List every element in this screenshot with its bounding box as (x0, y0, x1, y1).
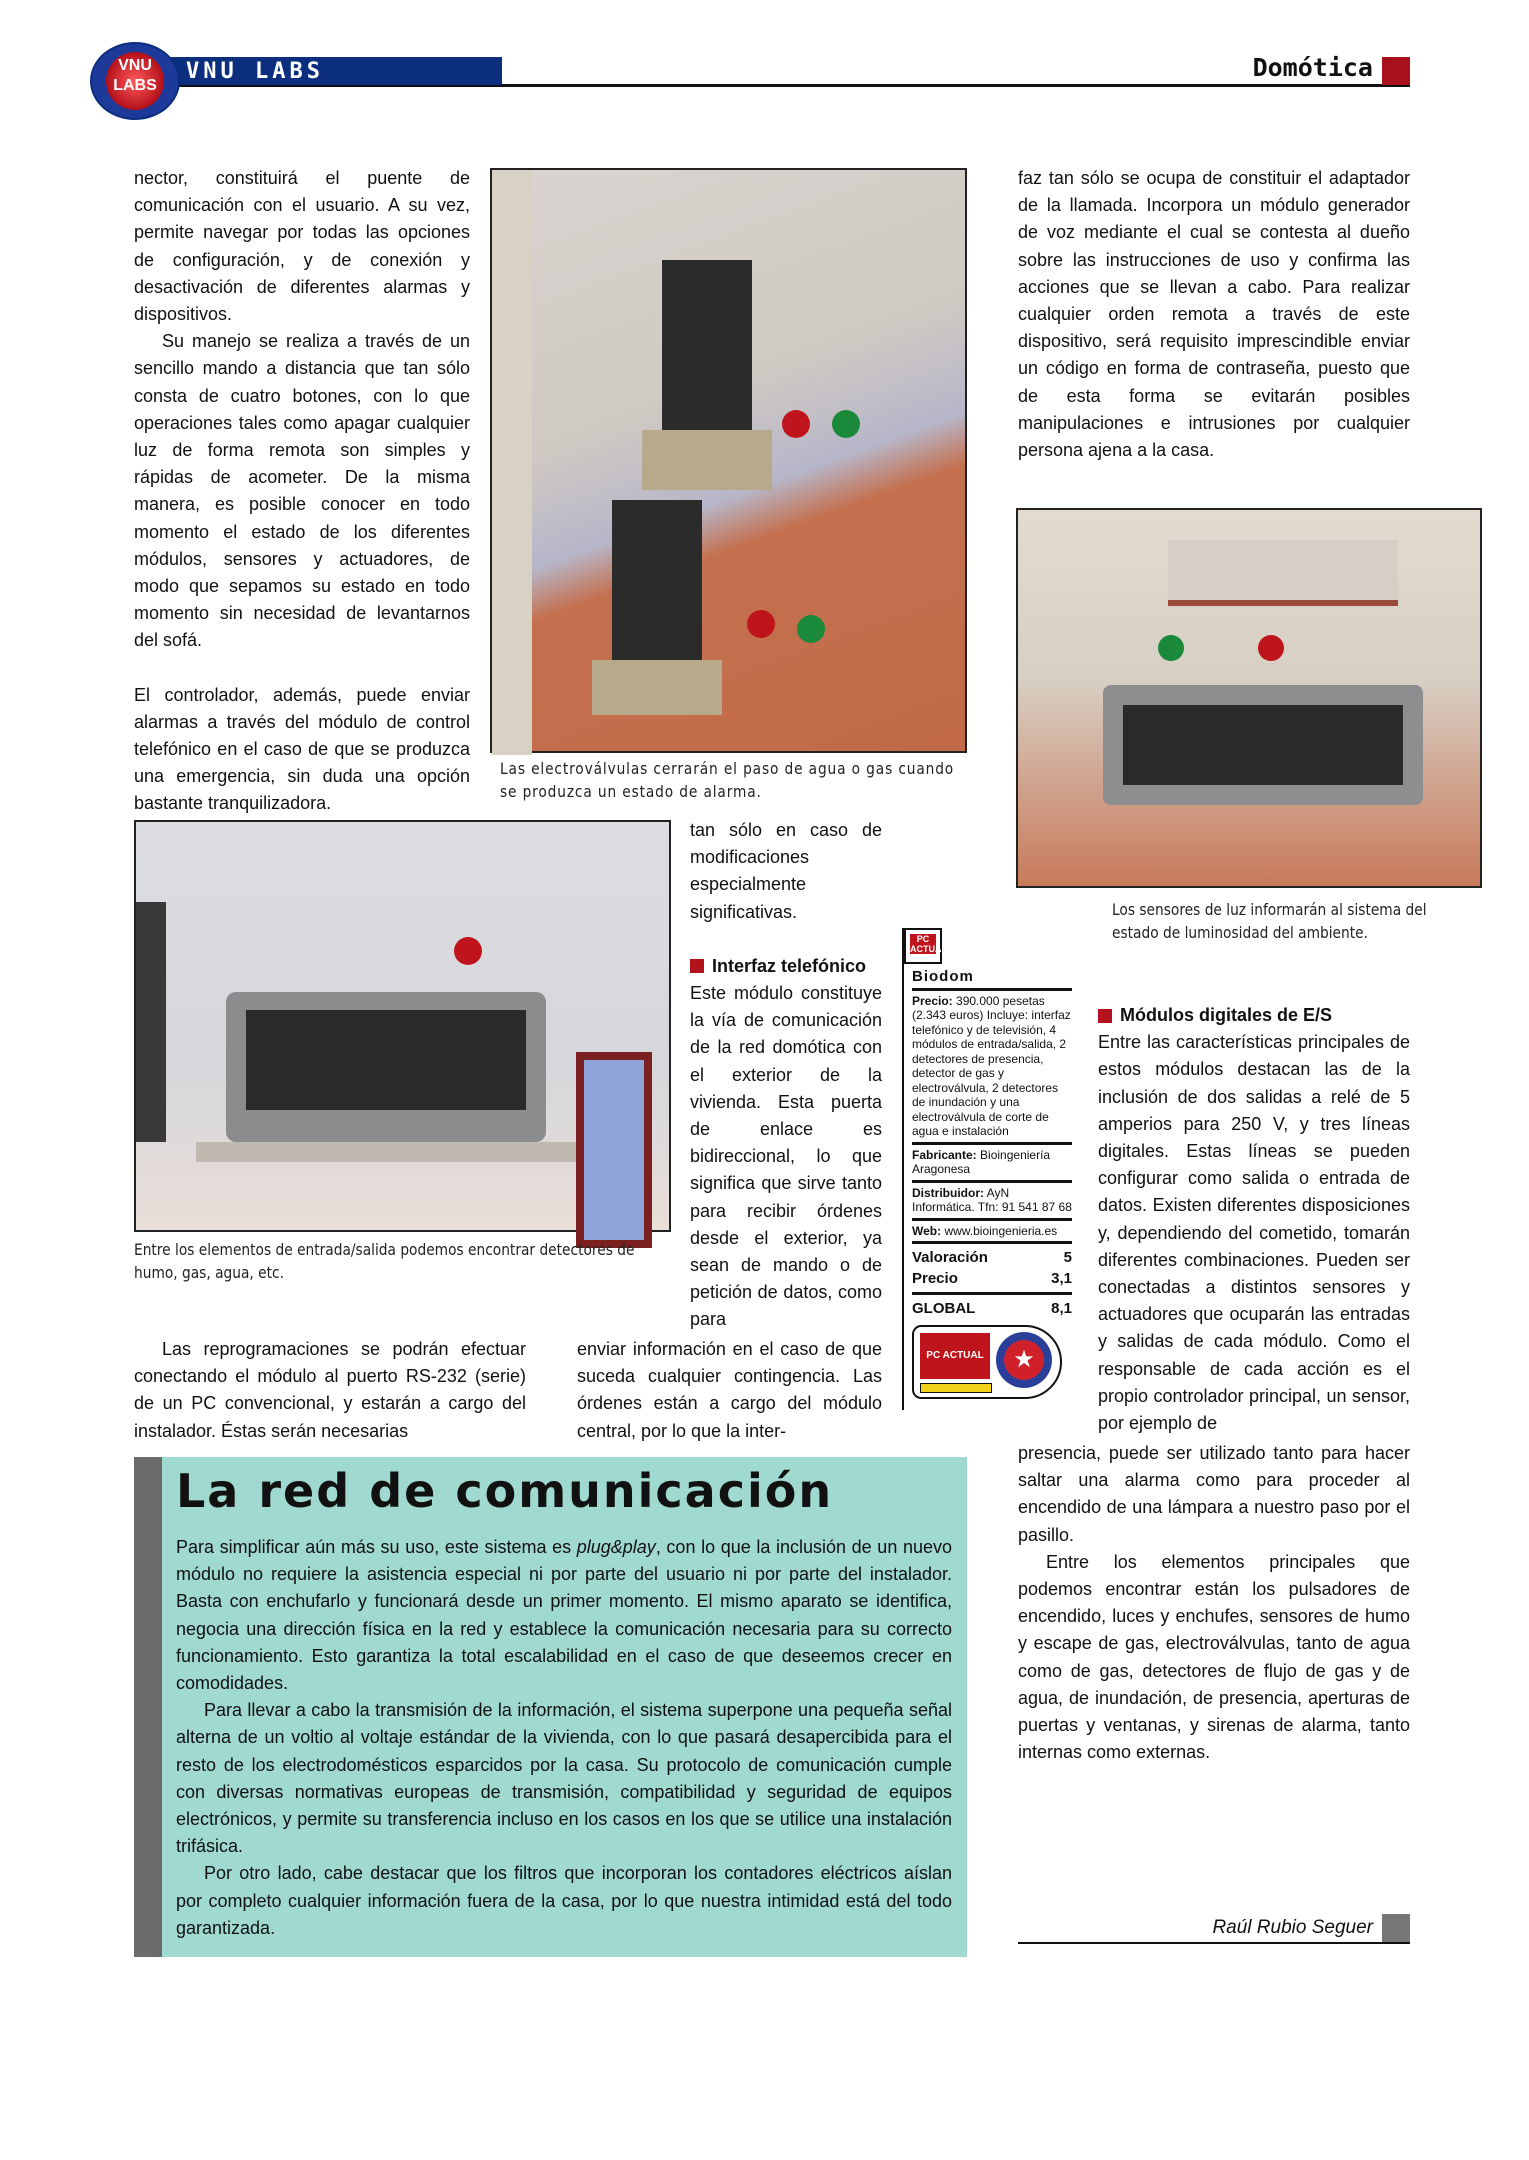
paragraph: Entre los elementos principales que podemos encontrar están los pulsadores de encendido, luces y enchufes, sensores de humo y escape de gas, electroválvulas, tanto de agua como de gas, detectores de flujo de gas y de agua, de inundación, de presencia, aperturas de puertas y ventanas, y sirenas de alarma, tanto internas como externas. (1018, 1551, 1410, 1763)
feature-box-text (176, 1534, 952, 1942)
product-name: Biodom (912, 968, 974, 985)
paragraph: Por otro lado, cabe destacar que los filtros que incorporan los contadores eléctricos aíslan por completo cualquier información fuera de la casa, por lo que nuestra intimidad está del todo garantizada. (176, 1863, 952, 1938)
spec-distributor: Distribuidor: AyN Informática. Tfn: 91 541 87 68 (912, 1185, 1072, 1214)
paragraph: Este módulo constituye la vía de comunicación de la red domótica con el exterior de la vivienda. Esta puerta de enlace es bidireccional, lo que significa que sirve tanto para recibir órdenes desde el exterior, ya sean de mando o de petición de datos, como para (690, 983, 882, 1330)
paragraph: presencia, puede ser utilizado tanto para hacer saltar una alarma como para proceder al encendido de una lámpara a nuestro paso por el pasillo. (1018, 1443, 1410, 1545)
section-title: Domótica (1252, 53, 1373, 82)
author-marker (1382, 1914, 1410, 1942)
pc-actual-badge: PC ACTUAL (904, 928, 942, 964)
caption-light-sensor: Los sensores de luz informarán al sistema del estado de luminosidad del ambiente. (1112, 900, 1427, 942)
feature-box-title: La red de comunicación (176, 1464, 834, 1518)
vnu-labs-logo: VNU LABS (90, 42, 180, 120)
paragraph: Entre las características principales de estos módulos destacan las de la inclusión de dos salidas a relé de 5 amperios para 250 V, y tres líneas digitales. Estas líneas se pueden configurar como salida o entrada de datos. Existen diferentes disposiciones y, dependiendo del cometido, tomarán diferentes combinaciones. Pueden ser conectadas a distintos sensores y actuadores que ocuparán las entradas y salidas de cada módulo. Como el responsable de cada acción es el propio controlador principal, un sensor, por ejemplo de (1098, 1032, 1410, 1434)
section-heading-telephone: Interfaz telefónico (690, 953, 882, 980)
section-red-marker (1382, 57, 1410, 85)
column-1-text-bottom (134, 1336, 526, 1445)
product-spec-box (902, 928, 1072, 1410)
paragraph: Para simplificar aún más su uso, este sistema es plug&play, con lo que la inclusión de un nuevo módulo no requiere la asistencia especial ni por parte del usuario ni por parte del instalador. Basta con enchufarlo y funcionará desde un primer momento. El mismo aparato se identifica, negocia una dirección física en la red y establece la comunicación necesaria para su correcto funcionamiento. Esto garantiza la total escalabilidad en el caso de que deseemos crecer en comodidades. (176, 1537, 952, 1694)
score-global: GLOBAL 8,1 (912, 1300, 1072, 1317)
photo-io-module (134, 820, 671, 1232)
author-name: Raúl Rubio Seguer (1212, 1917, 1373, 1938)
feature-box (134, 1457, 967, 1957)
paragraph: tan sólo en caso de modificaciones especialmente significativas. (690, 820, 882, 922)
star-seal-icon: ★ (996, 1332, 1052, 1388)
section-heading-io-modules: Módulos digitales de E/S (1098, 1002, 1410, 1029)
column-3-text-top (1018, 165, 1410, 464)
score-row: Valoración 5 (912, 1249, 1072, 1266)
paragraph: El controlador, además, puede enviar alarmas a través del módulo de control telefónico en el caso de que se produzca una emergencia, sin duda una opción bastante tranquilizadora. (134, 684, 470, 814)
column-2-text-bottom (577, 1336, 882, 1445)
column-3-text-bottom (1018, 1440, 1410, 1766)
column-1-text (134, 165, 470, 818)
feature-box-stripe (134, 1457, 162, 1957)
paragraph: Para llevar a cabo la transmisión de la información, el sistema superpone una pequeña señal alterna de un voltio al voltaje estándar de la vivienda, con lo que pasará desapercibida para el resto de los electrodomésticos esparcidos por la casa. Su protocolo de comunicación cumple con diversas normativas europeas de transmisión, compatibilidad y seguridad de equipos electrónicos, y permite su transferencia incluso en los casos en los que se utilice una instalación trifásica. (176, 1700, 952, 1857)
red-square-bullet-icon (690, 959, 704, 973)
column-3-text-mid (1098, 1002, 1410, 1437)
award-seal: PC ACTUAL ★ (912, 1325, 1062, 1399)
spec-maker: Fabricante: Bioingeniería Aragonesa (912, 1147, 1051, 1176)
spec-price: Precio: 390.000 pesetas (2.343 euros) Incluye: interfaz telefónico y de televisión, 4 módulos de entrada/salida, 2 detectores de presencia, detector de gas y electroválvula, 2 detectores de inundación y una electroválvula de corte de agua e instalación (912, 993, 1071, 1138)
score-row: Precio 3,1 (912, 1270, 1072, 1287)
paragraph: faz tan sólo se ocupa de constituir el adaptador de la llamada. Incorpora un módulo generador de voz mediante el cual se contesta al dueño sobre las instrucciones de uso y confirma las acciones que se llevan a cabo. Para realizar cualquier orden remota a través de este dispositivo, será requisito imprescindible enviar un código en forma de contraseña, puesto que de esta forma se evitarán posibles manipulaciones e intrusiones por cualquier persona ajena a la casa. (1018, 168, 1410, 461)
header-brand: VNU LABS (186, 59, 324, 84)
caption-io-module: Entre los elementos de entrada/salida podemos encontrar detectores de humo, gas, agua, etc. (134, 1240, 635, 1282)
red-square-bullet-icon (1098, 1009, 1112, 1023)
paragraph: Las reprogramaciones se podrán efectuar conectando el módulo al puerto RS-232 (serie) de un PC convencional, y estarán a cargo del instalador. Éstas serán necesarias (134, 1339, 526, 1441)
header (0, 0, 1529, 120)
paragraph: nector, constituirá el puente de comunicación con el usuario. A su vez, permite navegar por todas las opciones de configuración, y de conexión y desactivación de diferentes alarmas y dispositivos. (134, 168, 470, 325)
column-2-text (690, 817, 882, 1334)
author-rule (1018, 1942, 1410, 1944)
spec-web: Web: www.bioingenieria.es (912, 1223, 1058, 1238)
paragraph: enviar información en el caso de que suceda cualquier contingencia. Las órdenes están a cargo del módulo central, por lo que la inter- (577, 1339, 882, 1441)
photo-electrovalves (490, 168, 967, 753)
caption-electrovalves: Las electroválvulas cerrarán el paso de agua o gas cuando se produzca un estado de alarma. (500, 759, 955, 801)
paragraph: Su manejo se realiza a través de un sencillo mando a distancia que tan sólo consta de cuatro botones, con lo que operaciones tales como apagar cualquier luz de forma remota son simples y rápidas de acometer. De la misma manera, es posible conocer en todo momento el estado de los diferentes módulos, sensores y actuadores, de modo que sepamos su estado en todo momento sin necesidad de levantarnos del sofá. (134, 331, 470, 651)
photo-light-sensor (1016, 508, 1482, 888)
